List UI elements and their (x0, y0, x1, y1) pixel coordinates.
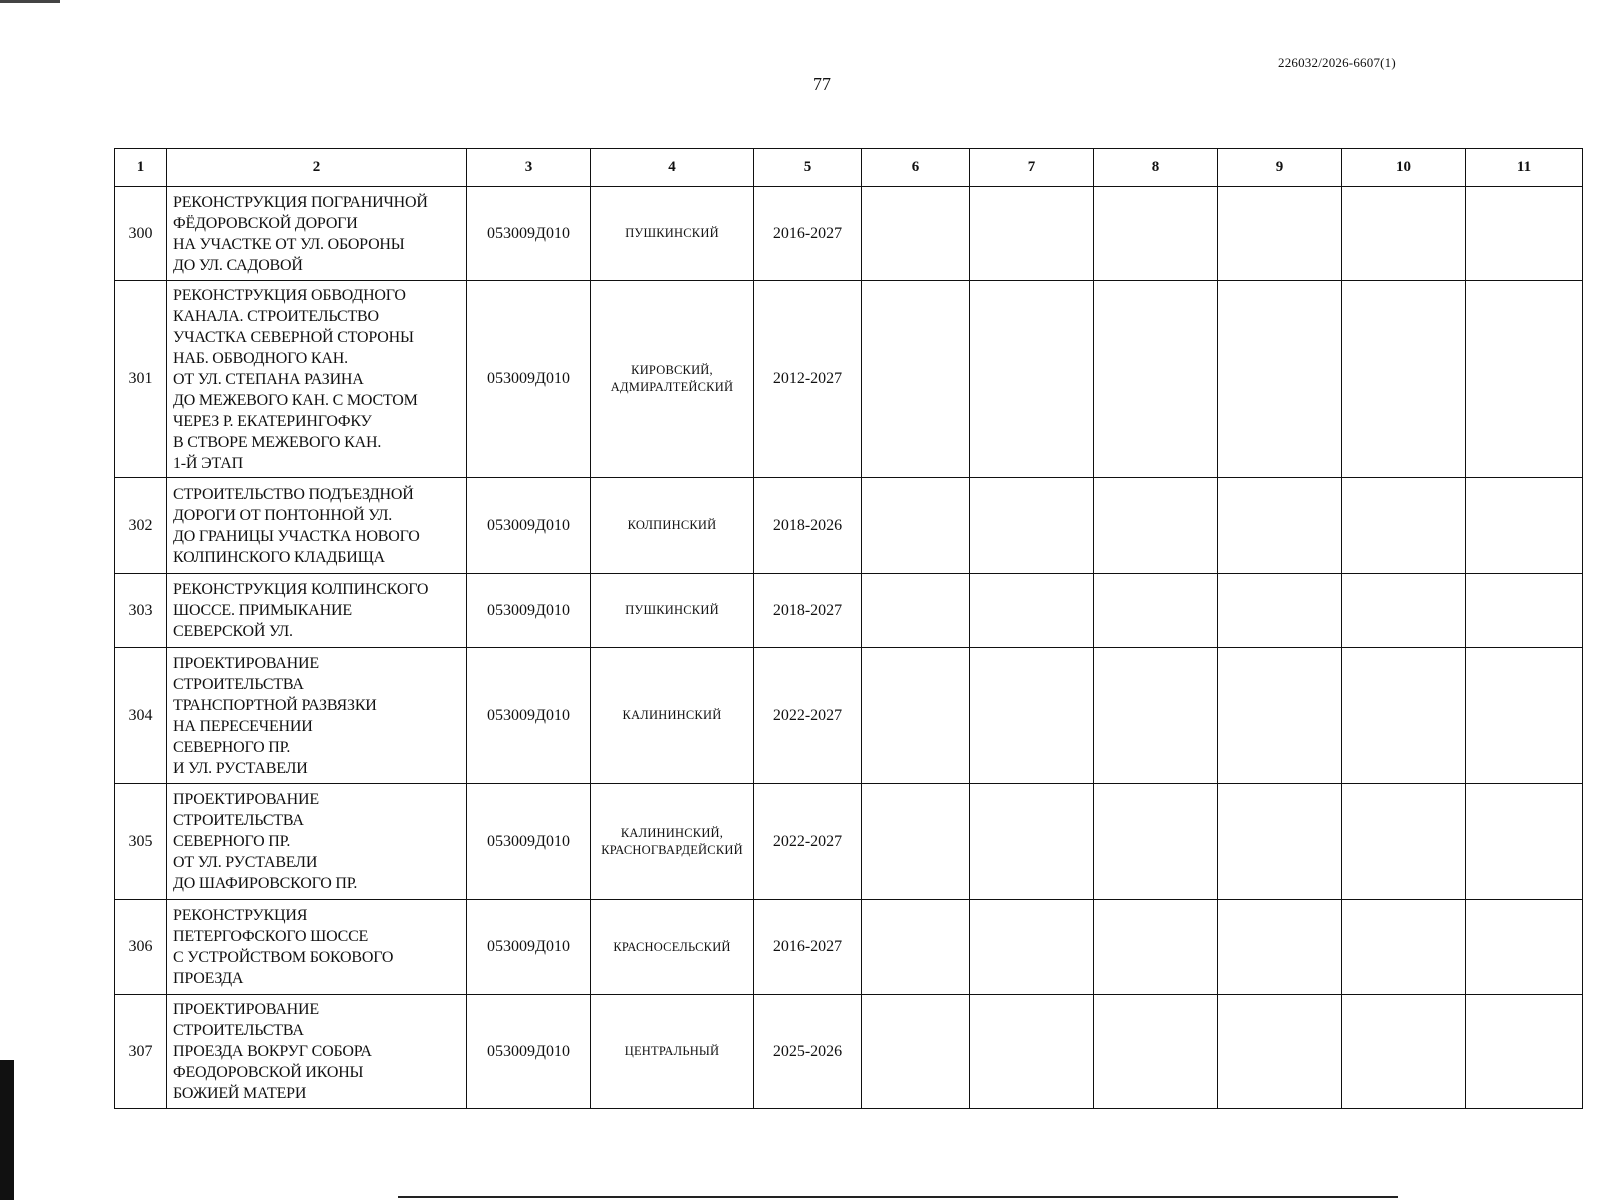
table-row (115, 648, 1583, 784)
column-header: 4 (591, 149, 754, 187)
budget-code: 053009Д010 (467, 187, 591, 281)
column-header: 10 (1342, 149, 1466, 187)
empty-cell (1218, 900, 1342, 995)
empty-cell (970, 187, 1094, 281)
budget-code: 053009Д010 (467, 574, 591, 648)
empty-cell (1466, 478, 1583, 574)
period: 2016-2027 (754, 900, 862, 995)
empty-cell (1342, 900, 1466, 995)
empty-cell (970, 784, 1094, 900)
row-number: 301 (115, 281, 167, 478)
district: КАЛИНИНСКИЙ, КРАСНОГВАРДЕЙСКИЙ (591, 784, 754, 900)
empty-cell (970, 900, 1094, 995)
projects-table (114, 148, 1583, 1109)
empty-cell (862, 648, 970, 784)
district: КИРОВСКИЙ, АДМИРАЛТЕЙСКИЙ (591, 281, 754, 478)
empty-cell (1094, 478, 1218, 574)
table-row (115, 187, 1583, 281)
column-header: 3 (467, 149, 591, 187)
empty-cell (1218, 281, 1342, 478)
column-header-row (115, 149, 1583, 187)
period: 2012-2027 (754, 281, 862, 478)
empty-cell (1094, 995, 1218, 1109)
empty-cell (1466, 900, 1583, 995)
empty-cell (1466, 784, 1583, 900)
column-header: 2 (167, 149, 467, 187)
column-header: 11 (1466, 149, 1583, 187)
column-header: 6 (862, 149, 970, 187)
column-header: 8 (1094, 149, 1218, 187)
empty-cell (862, 784, 970, 900)
project-name: РЕКОНСТРУКЦИЯ ПОГРАНИЧНОЙ ФЁДОРОВСКОЙ ДОРОГИ НА УЧАСТКЕ ОТ УЛ. ОБОРОНЫ ДО УЛ. САДОВОЙ (167, 187, 467, 281)
row-number: 306 (115, 900, 167, 995)
empty-cell (1094, 648, 1218, 784)
district: ПУШКИНСКИЙ (591, 187, 754, 281)
table-row (115, 478, 1583, 574)
empty-cell (970, 995, 1094, 1109)
budget-code: 053009Д010 (467, 281, 591, 478)
empty-cell (862, 574, 970, 648)
empty-cell (1218, 648, 1342, 784)
empty-cell (970, 281, 1094, 478)
empty-cell (862, 187, 970, 281)
project-name: ПРОЕКТИРОВАНИЕ СТРОИТЕЛЬСТВА ТРАНСПОРТНОЙ РАЗВЯЗКИ НА ПЕРЕСЕЧЕНИИ СЕВЕРНОГО ПР. И УЛ. РУСТАВЕЛИ (167, 648, 467, 784)
empty-cell (1342, 187, 1466, 281)
empty-cell (1094, 574, 1218, 648)
empty-cell (1466, 648, 1583, 784)
empty-cell (970, 478, 1094, 574)
scan-edge-shadow (0, 1060, 14, 1200)
project-name: СТРОИТЕЛЬСТВО ПОДЪЕЗДНОЙ ДОРОГИ ОТ ПОНТОННОЙ УЛ. ДО ГРАНИЦЫ УЧАСТКА НОВОГО КОЛПИНСКОГО КЛАДБИЩА (167, 478, 467, 574)
empty-cell (1094, 281, 1218, 478)
district: ПУШКИНСКИЙ (591, 574, 754, 648)
table-row (115, 784, 1583, 900)
district: КОЛПИНСКИЙ (591, 478, 754, 574)
empty-cell (1466, 574, 1583, 648)
empty-cell (1466, 281, 1583, 478)
row-number: 302 (115, 478, 167, 574)
table-row (115, 995, 1583, 1109)
empty-cell (1218, 784, 1342, 900)
empty-cell (970, 574, 1094, 648)
empty-cell (862, 900, 970, 995)
row-number: 303 (115, 574, 167, 648)
period: 2016-2027 (754, 187, 862, 281)
document-number: 226032/2026-6607(1) (1278, 55, 1396, 70)
empty-cell (1342, 995, 1466, 1109)
empty-cell (862, 478, 970, 574)
column-header: 9 (1218, 149, 1342, 187)
empty-cell (970, 648, 1094, 784)
row-number: 304 (115, 648, 167, 784)
column-header: 5 (754, 149, 862, 187)
project-name: ПРОЕКТИРОВАНИЕ СТРОИТЕЛЬСТВА СЕВЕРНОГО ПР. ОТ УЛ. РУСТАВЕЛИ ДО ШАФИРОВСКОГО ПР. (167, 784, 467, 900)
budget-code: 053009Д010 (467, 784, 591, 900)
empty-cell (1218, 187, 1342, 281)
empty-cell (1094, 784, 1218, 900)
project-name: РЕКОНСТРУКЦИЯ КОЛПИНСКОГО ШОССЕ. ПРИМЫКАНИЕ СЕВЕРСКОЙ УЛ. (167, 574, 467, 648)
empty-cell (862, 281, 970, 478)
empty-cell (1342, 648, 1466, 784)
row-number: 305 (115, 784, 167, 900)
budget-code: 053009Д010 (467, 648, 591, 784)
table-row (115, 900, 1583, 995)
empty-cell (1466, 995, 1583, 1109)
empty-cell (1218, 995, 1342, 1109)
period: 2018-2026 (754, 478, 862, 574)
project-name: РЕКОНСТРУКЦИЯ ПЕТЕРГОФСКОГО ШОССЕ С УСТРОЙСТВОМ БОКОВОГО ПРОЕЗДА (167, 900, 467, 995)
empty-cell (1218, 478, 1342, 574)
empty-cell (862, 995, 970, 1109)
empty-cell (1466, 187, 1583, 281)
district: КАЛИНИНСКИЙ (591, 648, 754, 784)
column-header: 1 (115, 149, 167, 187)
district: ЦЕНТРАЛЬНЫЙ (591, 995, 754, 1109)
project-name: ПРОЕКТИРОВАНИЕ СТРОИТЕЛЬСТВА ПРОЕЗДА ВОКРУГ СОБОРА ФЕОДОРОВСКОЙ ИКОНЫ БОЖИЕЙ МАТЕРИ (167, 995, 467, 1109)
period: 2022-2027 (754, 784, 862, 900)
empty-cell (1342, 784, 1466, 900)
district: КРАСНОСЕЛЬСКИЙ (591, 900, 754, 995)
row-number: 307 (115, 995, 167, 1109)
budget-code: 053009Д010 (467, 995, 591, 1109)
period: 2022-2027 (754, 648, 862, 784)
period: 2025-2026 (754, 995, 862, 1109)
bottom-divider (398, 1196, 1398, 1198)
empty-cell (1342, 281, 1466, 478)
row-number: 300 (115, 187, 167, 281)
period: 2018-2027 (754, 574, 862, 648)
page-number: 77 (813, 74, 831, 94)
table-row (115, 574, 1583, 648)
empty-cell (1342, 478, 1466, 574)
table-row (115, 281, 1583, 478)
empty-cell (1094, 900, 1218, 995)
budget-code: 053009Д010 (467, 900, 591, 995)
empty-cell (1094, 187, 1218, 281)
project-name: РЕКОНСТРУКЦИЯ ОБВОДНОГО КАНАЛА. СТРОИТЕЛЬСТВО УЧАСТКА СЕВЕРНОЙ СТОРОНЫ НАБ. ОБВОДНОГО КАН. ОТ УЛ. СТЕПАНА РАЗИНА ДО МЕЖЕВОГО КАН. С МОСТОМ ЧЕРЕЗ Р. ЕКАТЕРИНГОФКУ В СТВОРЕ МЕЖЕВОГО КАН. 1-Й ЭТАП (167, 281, 467, 478)
budget-code: 053009Д010 (467, 478, 591, 574)
scan-edge-mark (0, 0, 60, 3)
column-header: 7 (970, 149, 1094, 187)
empty-cell (1218, 574, 1342, 648)
empty-cell (1342, 574, 1466, 648)
